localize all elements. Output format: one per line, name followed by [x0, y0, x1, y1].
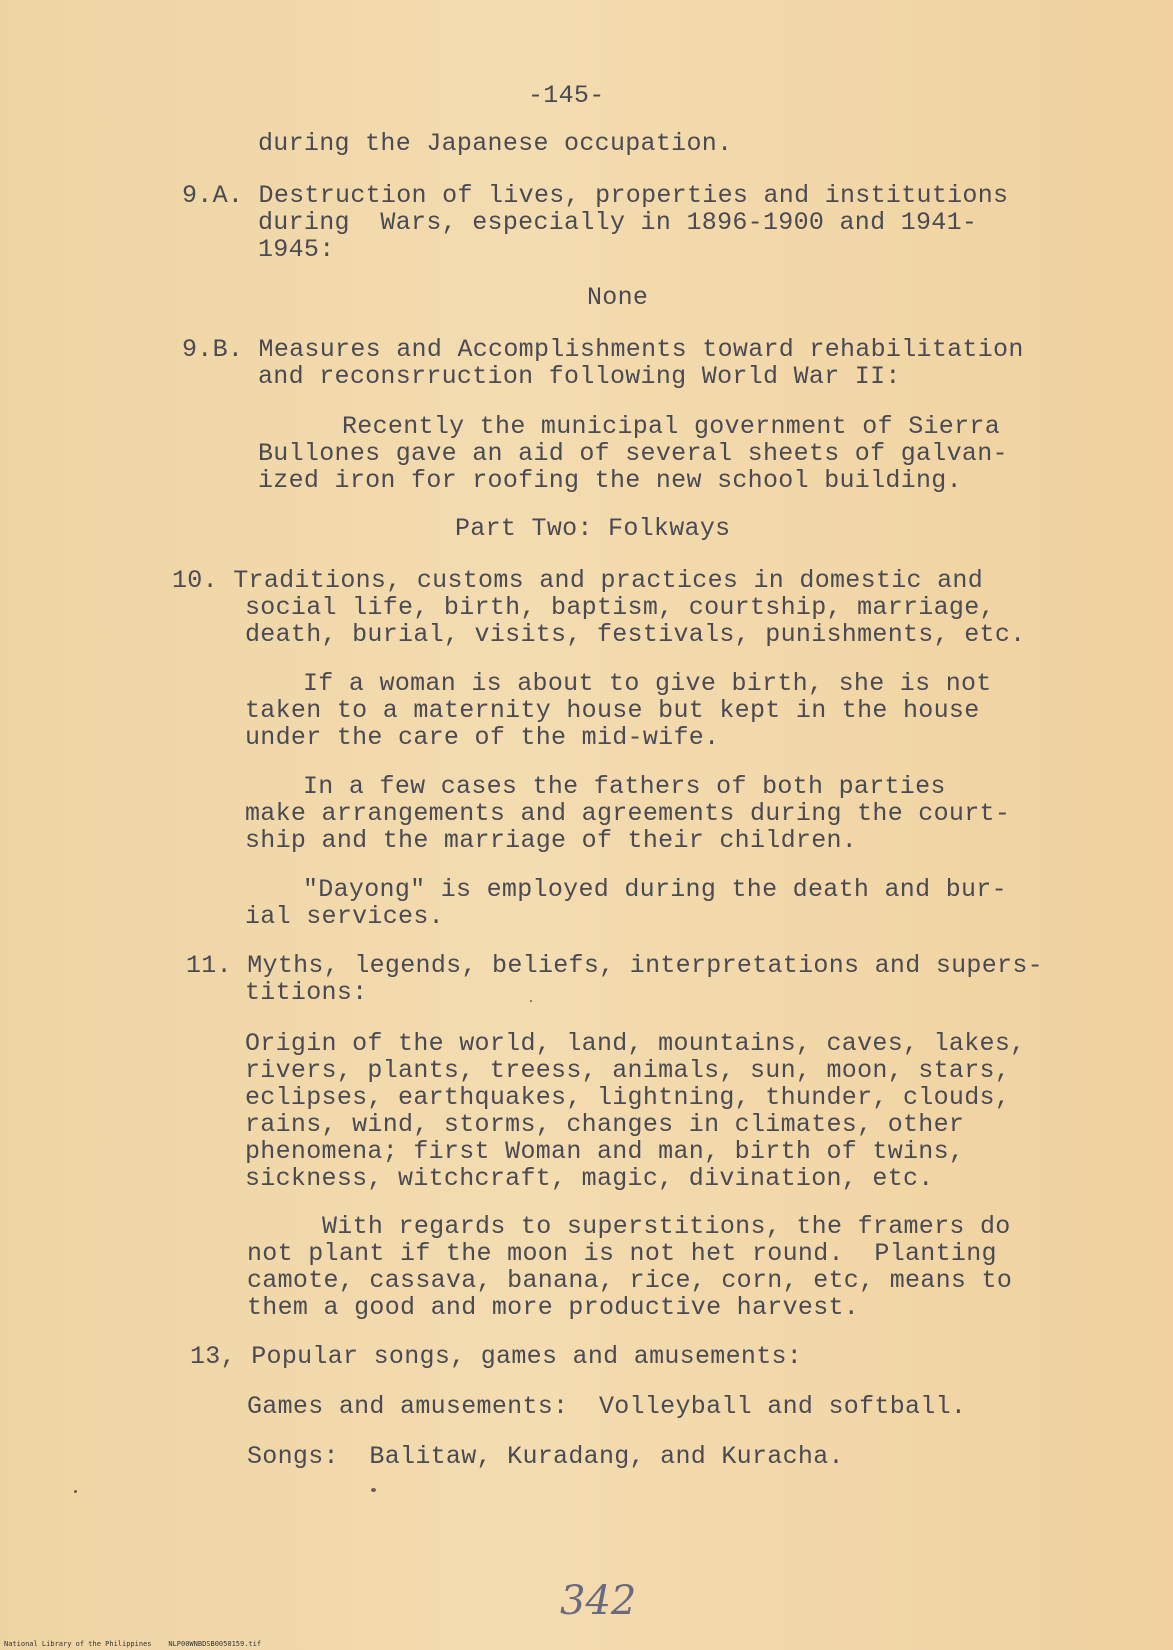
paragraph-line: them a good and more productive harvest. — [247, 1293, 860, 1322]
page-number: -145- — [528, 81, 605, 110]
text-line: during the Japanese occupation. — [258, 129, 733, 158]
paragraph-line: With regards to superstitions, the framers do — [322, 1212, 1011, 1241]
paragraph-line: sickness, witchcraft, magic, divination, etc. — [245, 1164, 934, 1193]
paragraph-line: ized iron for roofing the new school building. — [258, 466, 962, 495]
archive-footer: National Library of the Philippines NLP00WNBDSB0050159.tif — [4, 1640, 262, 1648]
paragraph-line: Songs: Balitaw, Kuradang, and Kuracha. — [247, 1442, 844, 1471]
paragraph-line: rains, wind, storms, changes in climates, other — [245, 1110, 965, 1139]
text-line: 1945: — [258, 235, 335, 264]
paper-speck — [74, 1490, 77, 1493]
paragraph-line: under the care of the mid-wife. — [245, 723, 720, 752]
text-line: social life, birth, baptism, courtship, marriage, — [245, 593, 995, 622]
paragraph-line: ship and the marriage of their children. — [245, 826, 858, 855]
text-line: titions: — [245, 978, 368, 1007]
paragraph-line: ial services. — [245, 902, 444, 931]
text-line: and reconsrruction following World War II: — [258, 362, 901, 391]
paragraph-line: If a woman is about to give birth, she is not — [303, 669, 992, 698]
paragraph-line: rivers, plants, treess, animals, sun, moon, stars, — [245, 1056, 1011, 1085]
item-10-heading: 10. Traditions, customs and practices in domestic and — [172, 566, 984, 595]
paragraph-line: "Dayong" is employed during the death and bur- — [303, 875, 1007, 904]
paper-speck — [371, 1488, 376, 1492]
answer-none: None — [587, 283, 649, 312]
item-9a-heading: 9.A. Destruction of lives, properties and institutions — [182, 181, 1009, 210]
paragraph-line: In a few cases the fathers of both parties — [303, 772, 946, 801]
text-line: death, burial, visits, festivals, punishments, etc. — [245, 620, 1026, 649]
paragraph-line: eclipses, earthquakes, lightning, thunder, clouds, — [245, 1083, 1011, 1112]
paragraph-line: make arrangements and agreements during the court- — [245, 799, 1011, 828]
paragraph-line: camote, cassava, banana, rice, corn, etc, means to — [247, 1266, 1013, 1295]
paragraph-line: Games and amusements: Volleyball and softball. — [247, 1392, 967, 1421]
paragraph-line: Origin of the world, land, mountains, caves, lakes, — [245, 1029, 1026, 1058]
item-13-heading: 13, Popular songs, games and amusements: — [190, 1342, 803, 1371]
paragraph-line: Recently the municipal government of Sierra — [342, 412, 1001, 441]
paragraph-line: Bullones gave an aid of several sheets of galvan- — [258, 439, 1008, 468]
text-line: during Wars, especially in 1896-1900 and 1941- — [258, 208, 978, 237]
item-9b-heading: 9.B. Measures and Accomplishments toward rehabilitation — [182, 335, 1024, 364]
paragraph-line: taken to a maternity house but kept in the house — [245, 696, 980, 725]
paragraph-line: phenomena; first Woman and man, birth of twins, — [245, 1137, 965, 1166]
paper-speck — [530, 1000, 532, 1002]
section-heading: Part Two: Folkways — [455, 514, 731, 543]
paragraph-line: not plant if the moon is not het round. Planting — [247, 1239, 997, 1268]
item-11-heading: 11. Myths, legends, beliefs, interpretations and supers- — [186, 951, 1043, 980]
handwritten-page-number: 342 — [560, 1578, 637, 1624]
